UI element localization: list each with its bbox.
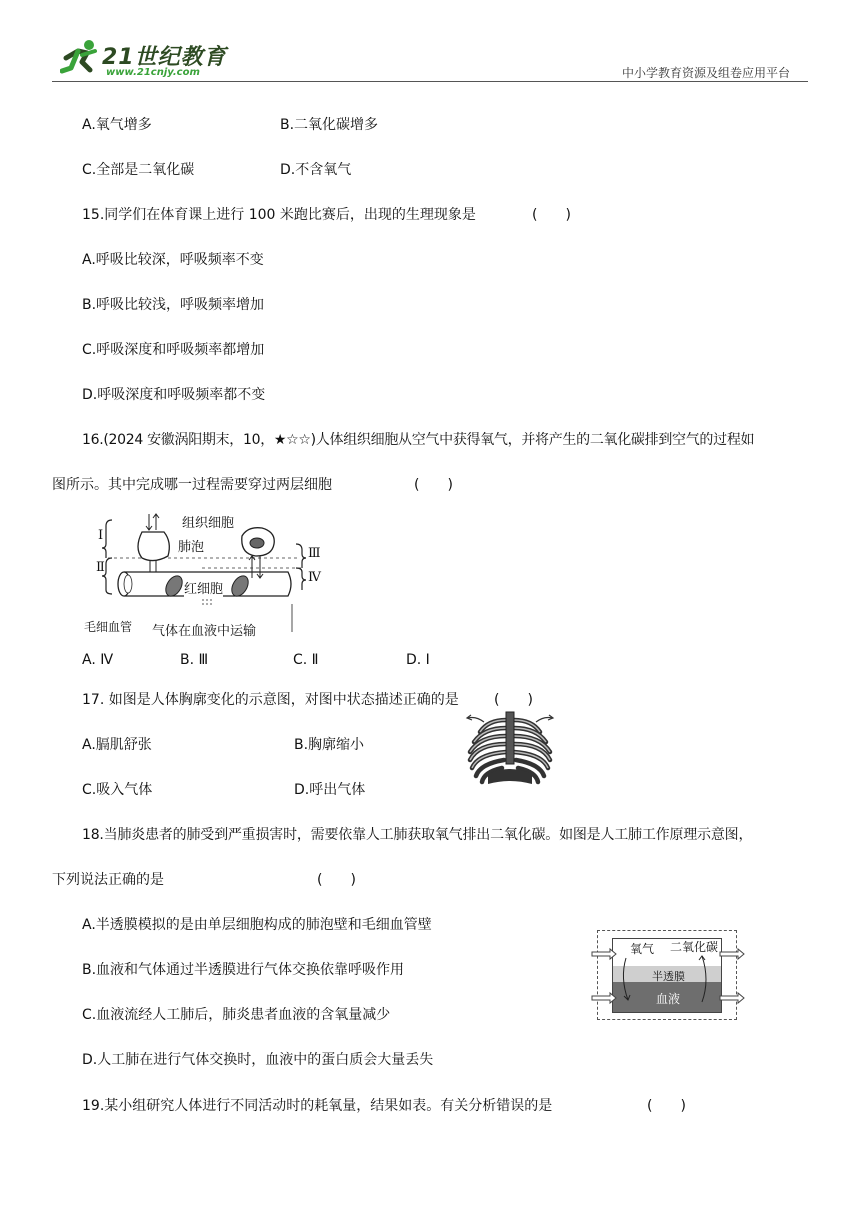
logo <box>60 38 230 80</box>
question-stem-line1: 18.当肺炎患者的肺受到严重损害时，需要依靠人工肺获取氧气排出二氧化碳。如图是人工肺工作原理示意图， <box>82 827 753 843</box>
label-oxygen: 氧气 <box>630 942 655 956</box>
label-tissue-cell: 组织细胞 <box>182 516 235 531</box>
label-membrane: 半透膜 <box>652 970 685 983</box>
option-d: D. Ⅰ <box>406 652 430 668</box>
option-d: D.人工肺在进行气体交换时，血液中的蛋白质会大量丢失 <box>82 1052 434 1068</box>
answer-bracket: ( ) <box>317 872 356 888</box>
answer-bracket: ( ) <box>494 692 533 708</box>
option-c: C.呼吸深度和呼吸频率都增加 <box>82 342 265 358</box>
option-a: A.氧气增多 <box>82 117 152 133</box>
option-a: A.半透膜模拟的是由单层细胞构成的肺泡壁和毛细血管壁 <box>82 917 432 933</box>
header-divider <box>52 81 808 82</box>
gas-exchange-figure <box>82 508 332 640</box>
option-d: D.呼出气体 <box>294 782 366 798</box>
option-b: B.血液和气体通过半透膜进行气体交换依靠呼吸作用 <box>82 962 405 978</box>
flow-arrows <box>590 930 750 1022</box>
option-a: A. Ⅳ <box>82 652 114 668</box>
question-stem-line2: 下列说法正确的是 <box>52 872 164 888</box>
label-capillary: 毛细血管 <box>84 620 133 634</box>
runner-logo-icon <box>60 38 100 76</box>
option-c: C.全部是二氧化碳 <box>82 162 195 178</box>
label-transport: 气体在血液中运输 <box>152 624 257 639</box>
answer-bracket: ( ) <box>414 477 453 493</box>
question-stem-line1: 16.(2024 安徽涡阳期末，10，★☆☆)人体组织细胞从空气中获得氧气，并将产生的二氧化碳排到空气的过程如 <box>82 432 755 448</box>
label-stage-IV: Ⅳ <box>308 570 321 585</box>
artificial-lung-figure <box>590 930 750 1022</box>
option-b: B.胸廓缩小 <box>294 737 365 753</box>
label-alveolus: 肺泡 <box>178 540 205 555</box>
option-a: A.呼吸比较深，呼吸频率不变 <box>82 252 264 268</box>
option-d: D.不含氧气 <box>280 162 352 178</box>
option-b: B. Ⅲ <box>180 652 209 668</box>
option-d: D.呼吸深度和呼吸频率都不变 <box>82 387 266 403</box>
label-co2: 二氧化碳 <box>670 940 719 954</box>
question-stem: 15.同学们在体育课上进行 100 米跑比赛后，出现的生理现象是 <box>82 207 476 223</box>
question-stem: 17. 如图是人体胸廓变化的示意图，对图中状态描述正确的是 <box>82 692 459 708</box>
label-stage-I: Ⅰ <box>98 528 104 543</box>
header-right-text: 中小学教育资源及组卷应用平台 <box>622 66 791 80</box>
label-blood: 血液 <box>656 992 681 1006</box>
option-a: A.膈肌舒张 <box>82 737 152 753</box>
answer-bracket: ( ) <box>532 207 571 223</box>
label-stage-III: Ⅲ <box>308 546 321 561</box>
question-stem-line2: 图所示。其中完成哪一过程需要穿过两层细胞 <box>52 477 332 493</box>
label-stage-II: Ⅱ <box>96 560 105 575</box>
logo-main-text: 21世纪教育 <box>102 45 227 70</box>
rib-cage-figure <box>462 708 558 792</box>
option-c: C.血液流经人工肺后，肺炎患者血液的含氧量减少 <box>82 1007 391 1023</box>
option-b: B.二氧化碳增多 <box>280 117 379 133</box>
option-b: B.呼吸比较浅，呼吸频率增加 <box>82 297 265 313</box>
answer-bracket: ( ) <box>647 1098 686 1114</box>
option-c: C. Ⅱ <box>293 652 319 668</box>
question-stem: 19.某小组研究人体进行不同活动时的耗氧量，结果如表。有关分析错误的是 <box>82 1098 553 1114</box>
label-red-cell: 红细胞 <box>184 578 223 597</box>
logo-url-text: www.21cnjy.com <box>106 67 200 78</box>
option-c: C.吸入气体 <box>82 782 153 798</box>
